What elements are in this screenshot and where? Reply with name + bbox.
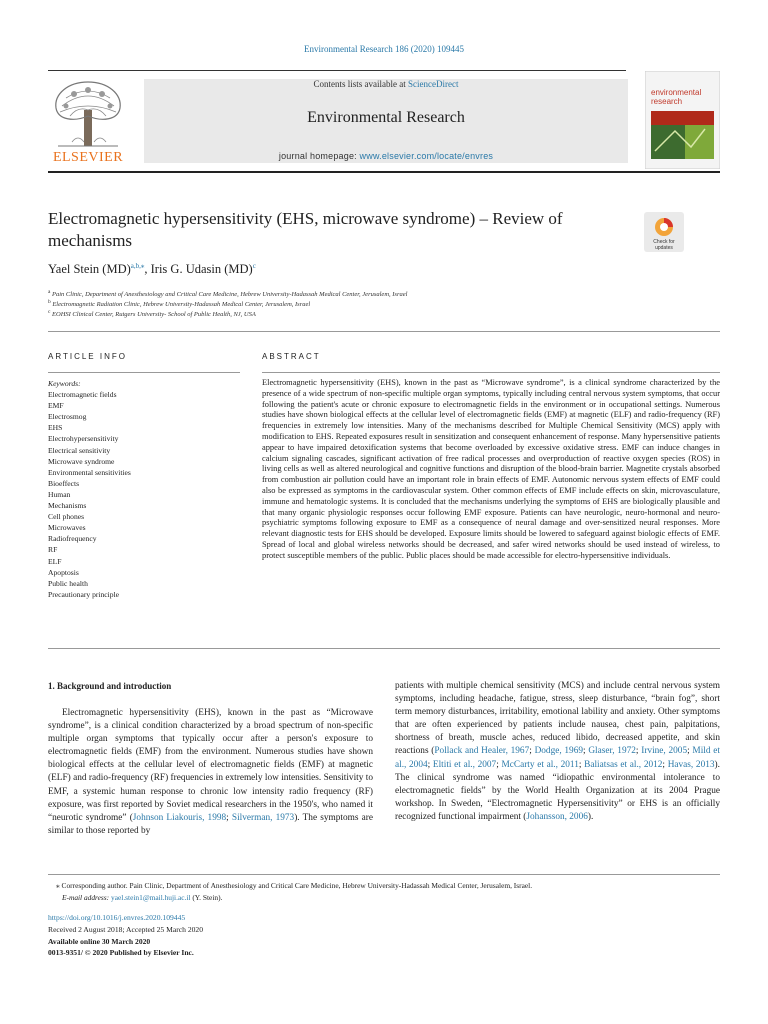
body-text: ). The clinical syndrome was named “idiopathic environmental intolerance to electromagnetic fields” by the World Health Organization at its 2004 Prague workshop. In Sweden, “Electromagnetic Hypersensitivity” or EHS is an officially recognized functional impairment ( (395, 759, 720, 822)
ref-separator: ; (226, 812, 232, 823)
author-affil-marks[interactable]: a,b,⁎ (130, 262, 145, 270)
article-info-rule (48, 372, 240, 373)
journal-name: Environmental Research (307, 109, 465, 126)
keyword-item: Electrohypersensitivity (48, 434, 119, 444)
contents-line (144, 79, 628, 89)
keyword-item: Electromagnetic fields (48, 390, 117, 400)
homepage-link[interactable]: www.elsevier.com/locate/envres (359, 151, 494, 161)
ref-separator: ; (662, 759, 668, 770)
keyword-item: EHS (48, 423, 63, 433)
reference-link[interactable]: Baliatsas et al., 2012 (584, 759, 663, 770)
keyword-item: Electrical sensitivity (48, 445, 111, 455)
homepage-line (144, 151, 628, 161)
affiliation (48, 289, 407, 298)
abstract-heading: ABSTRACT (262, 352, 321, 361)
ref-separator: ; (427, 759, 433, 770)
abstract-bottom-rule (48, 648, 720, 649)
journal-citation[interactable]: Environmental Research 186 (2020) 109445 (304, 44, 464, 54)
affiliation-text: EOHSI Clinical Center, Rutgers University- School of Public Health, NJ, USA (52, 311, 256, 319)
publisher-wordmark: ELSEVIER (52, 150, 124, 165)
corresponding-note: ⁎ Corresponding author. Pain Clinic, Department of Anesthesiology and Critical Care Medicine, Hebrew University-Hadassah Medical Center, Jerusalem, Israel. (56, 881, 533, 890)
reference-link[interactable]: McCarty et al., 2011 (501, 759, 579, 770)
keyword-item: EMF (48, 401, 64, 411)
affiliation-text: Pain Clinic, Department of Anesthesiology and Critical Care Medicine, Hebrew University-Hadassah Medical Center, Jerusalem, Israel (52, 291, 408, 299)
author-list: Yael Stein (MD)$^{a,b,⁎}$, Iris G. Udasin (MD)$^c$ (48, 262, 256, 277)
reference-link[interactable]: Eltiti et al., 2007 (432, 759, 497, 770)
cover-title-2: research (651, 97, 683, 106)
keywords-list (48, 378, 248, 600)
body-column-right (395, 680, 720, 824)
keyword-item: Microwave syndrome (48, 456, 115, 466)
section-divider (48, 331, 720, 332)
homepage-prefix: journal homepage: (278, 151, 360, 161)
crossmark-label-1: Check for (653, 239, 675, 245)
cover-image-icon (645, 71, 720, 169)
online-date: Available online 30 March 2020 (48, 936, 151, 946)
affiliation (48, 299, 310, 308)
reference-link[interactable]: Johansson, 2006 (526, 811, 588, 822)
body-text: ). (587, 811, 594, 822)
keyword-item: Precautionary principle (48, 589, 120, 599)
article-title: Electromagnetic hypersensitivity (EHS, microwave syndrome) – Review of mechanisms (48, 209, 563, 250)
contents-prefix: Contents lists available at (313, 79, 408, 89)
check-for-updates-icon (644, 212, 684, 252)
ref-separator: ; (583, 746, 589, 757)
keyword-item: Apoptosis (48, 567, 79, 577)
crossmark-badge[interactable] (644, 212, 684, 252)
keyword-item: Mechanisms (48, 501, 87, 511)
keyword-item: ELF (48, 556, 62, 566)
reference-link[interactable]: Pollack and Healer, 1967 (434, 746, 530, 757)
keyword-item: Electrosmog (48, 412, 87, 422)
copyright: 0013-9351/ © 2020 Published by Elsevier Inc. (48, 948, 194, 958)
body-text: ). The symptoms are similar to those reported by (48, 812, 373, 836)
author-name[interactable]: Yael Stein (MD) (48, 262, 131, 277)
article-metadata (48, 912, 448, 959)
reference-link[interactable]: Dodge, 1969 (534, 746, 584, 757)
keyword-item: Environmental sensitivities (48, 467, 131, 477)
reference-link[interactable]: Havas, 2013 (667, 759, 715, 770)
reference-link[interactable]: Glaser, 1972 (588, 746, 636, 757)
keyword-item: Cell phones (48, 512, 85, 522)
ref-separator: ; (529, 746, 535, 757)
reference-link[interactable]: Silverman, 1973 (231, 812, 295, 823)
footnote (48, 880, 720, 903)
body-text: patients with multiple chemical sensitivity (MCS) and include central nervous system symptoms, including headache, fatigue, stress, sleep disturbance, “brain fog”, short term memory disturbances, irritability, emotional lability and anxiety. Other symptoms that are often experienced by patients include nausea, chest pain, palpitations, shortness of breath, muscle aches, reduced libido, decreased appetite, and skin reactions ( (395, 681, 720, 757)
crossmark-label-2: updates (655, 245, 673, 251)
keyword-item: Human (48, 489, 71, 499)
journal-banner (144, 79, 628, 163)
ref-separator: ; (496, 759, 502, 770)
journal-cover[interactable] (645, 71, 720, 169)
keyword-item: Public health (48, 578, 88, 588)
body-column-left (48, 707, 373, 838)
author-affil-marks[interactable]: c (252, 262, 256, 270)
reference-link[interactable]: Mild et al., 2004 (395, 746, 720, 770)
affiliation-mark: b (48, 299, 51, 305)
elsevier-logo (48, 76, 128, 166)
abstract-text: Electromagnetic hypersensitivity (EHS), known in the past as “Microwave syndrome”, is a clinical syndrome characterized by the presence of a wide spectrum of non-specific multiple organ symptoms, typically including central nervous system symptoms, that occur following the patient's acute or chronic exposure to electromagnetic fields in the environment or in occupational settings. Numerous studies have shown biological effects at the cellular level of electromagnetic fields (EMF) at magnetic (ELF) and radio-frequency (RF) frequencies in extremely low intensities. Many of the mechanisms described for Multiple Chemical Sensitivity (MCS) apply with modification to EHS. Repeated exposures result in sensitization and consequent enhancement of response. Many hypersensitive patients appear to have impaired detoxification systems that become overloaded by excessive oxidative stress. EMF can induce changes in calcium signaling cascades, significant activation of free radical processes and overproduction of reactive oxygen species (ROS) in living cells as well as altered neurological and cognitive functions and disruption of the blood-brain barrier. Magnetite crystals absorbed from combustion air pollution could have an important role in brain effects of EMF. Autonomic nervous system effects of EMF could also be expressed as symptoms in the cardiovascular system. Other common effects of EMF include effects on skin, microvasculature, immune and hematologic systems. It is concluded that the mechanisms underlying the symptoms of EHS are biologically plausible and that many organic physiologic responses occur following EMF exposure. Patients can have neurologic, neuro-hormonal and neuro-psychiatric symptoms following exposure to EMF as a consequence of neural damage and over-sensitized neural responses. More relevant diagnostic tests for EHS should be developed. Exposure limits should be lowered to safeguard against biologic effects of EMF. Spread of local and global wireless networks should be decreased, and safer wired networks should be used instead of wireless, to protect susceptible members of the public. Public places should be made accessible for electro-hypersensitive individuals. (262, 378, 720, 560)
affiliation (48, 309, 256, 318)
sciencedirect-link[interactable]: ScienceDirect (408, 79, 459, 89)
ref-separator: ; (687, 746, 693, 757)
keyword-item: RF (48, 545, 58, 555)
header-top-rule (48, 70, 626, 71)
article-info-heading: ARTICLE INFO (48, 352, 127, 361)
keywords-label: Keywords: (48, 379, 81, 388)
email-label: E-mail address: (62, 892, 110, 902)
body-text: Electromagnetic hypersensitivity (EHS), known in the past as “Microwave syndrome”, is a clinical condition characterized by a broad spectrum of non-specific multiple organ symptoms that typically occur after a person's exposure to electromagnetic fields (EMF) from the environment. Numerous studies have shown biological effects at the cellular level of electromagnetic fields (EMF) at magnetic (ELF) and radio-frequency (RF) frequencies in extremely low intensities. Sensitivity to EMF, a systemic human response to chronic low intensity radio frequency (RF) exposure, was first reported by Soviet medical researchers in the 1950's, who named it “neurotic syndrome” ( (48, 708, 373, 823)
ref-separator: ; (635, 746, 642, 757)
header-bottom-rule (48, 171, 720, 173)
email-link[interactable]: yael.stein1@mail.huji.ac.il (111, 892, 191, 902)
reference-link[interactable]: Irvine, 2005 (641, 746, 688, 757)
cover-title-1: environmental (651, 88, 702, 97)
footnote-rule (48, 874, 720, 875)
author-name[interactable]: Iris G. Udasin (MD) (150, 262, 253, 277)
abstract-rule (262, 372, 720, 373)
elsevier-tree-icon (48, 76, 128, 150)
doi-link[interactable]: https://doi.org/10.1016/j.envres.2020.109445 (48, 913, 186, 922)
affiliation-mark: c (48, 309, 51, 315)
reference-link[interactable]: Johnson Liakouris, 1998 (132, 812, 227, 823)
affiliation-text: Electromagnetic Radiation Clinic, Hebrew University-Hadassah Medical Center, Jerusalem, Israel (52, 301, 311, 309)
keyword-item: Microwaves (48, 523, 86, 533)
received-dates: Received 2 August 2018; Accepted 25 March 2020 (48, 924, 204, 934)
affiliation-mark: a (48, 289, 51, 295)
keyword-item: Radiofrequency (48, 534, 97, 544)
ref-separator: ; (578, 759, 585, 770)
email-suffix: (Y. Stein). (190, 892, 223, 902)
email-line (48, 892, 720, 904)
keyword-item: Bioeffects (48, 478, 80, 488)
section-heading: 1. Background and introduction (48, 681, 172, 691)
